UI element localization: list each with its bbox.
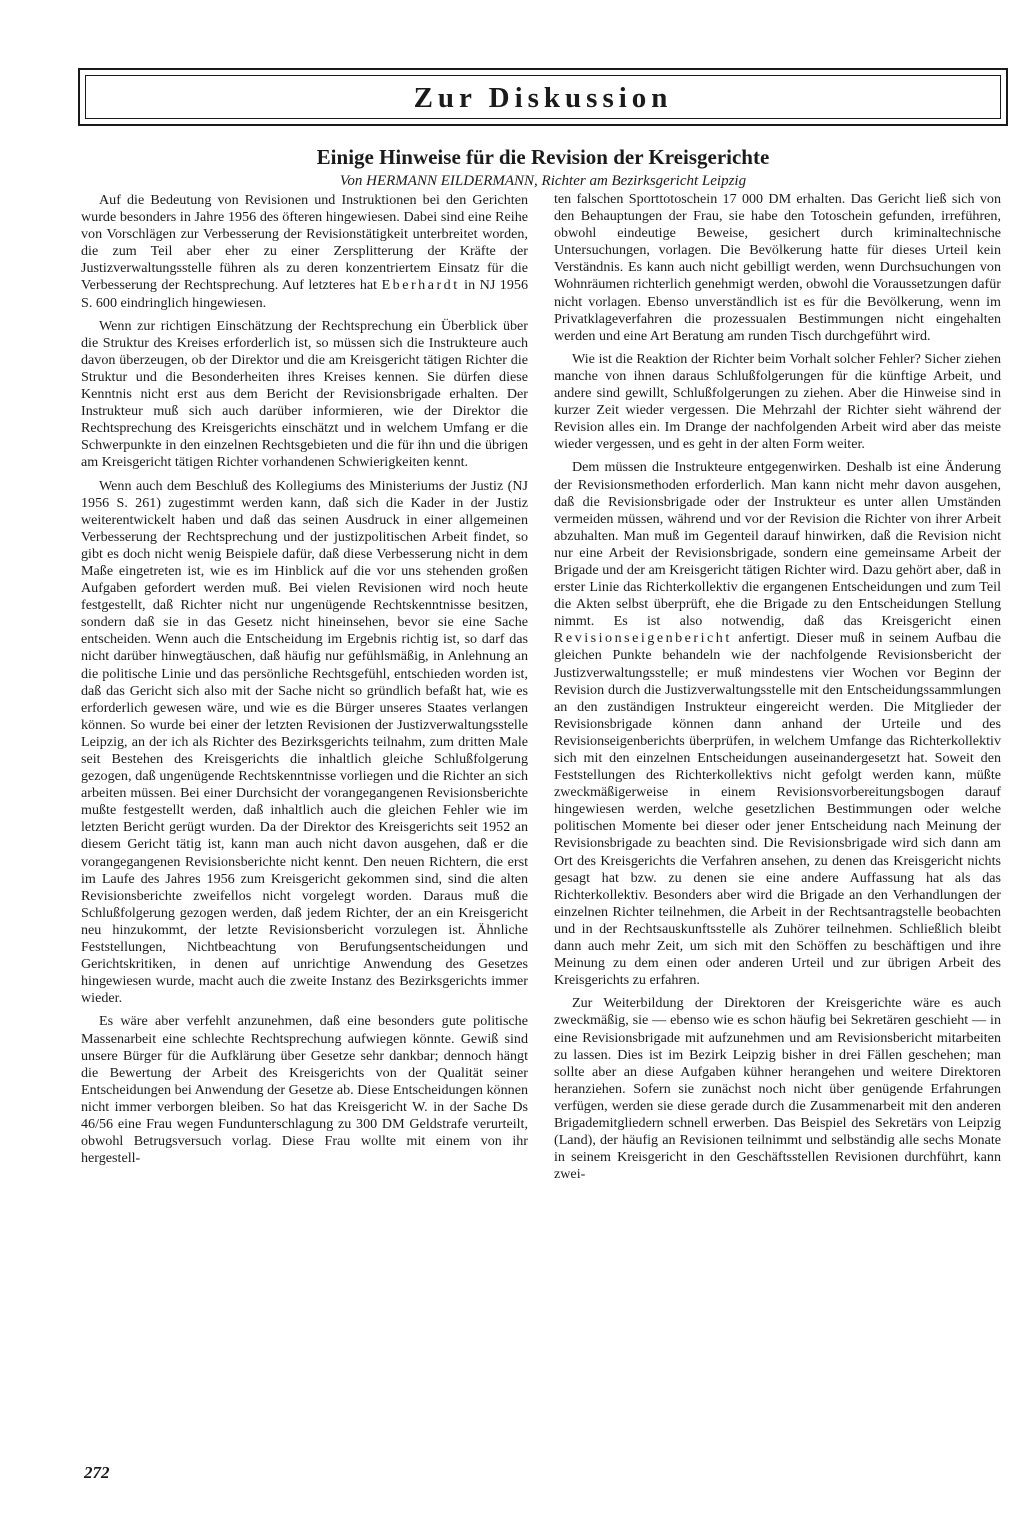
page-number: 272 [84,1463,110,1482]
section-title: Zur Diskussion [413,81,673,114]
section-header-inner [85,75,1001,119]
article-header [78,144,1008,190]
right-column [554,191,1001,1189]
paragraph-continued: ten falschen Sporttotoschein 17 000 DM erhalten. Das Gericht ließ sich von den Behauptungen der Frau, sie habe den Totoschein gefunden, irreführen, obwohl eindeutige Beweise, gesichert durch kriminaltechnische Untersuchungen, vorlagen. Die Bevölkerung hatte für dieses Urteil kein Verständnis. Es kann auch nicht gebilligt werden, wenn Durchsuchungen von Wohnräumen richterlich genehmigt werden, obwohl die Voraussetzungen dafür nicht vorlagen. Ebenso unverständlich ist es für die Bevölkerung, wenn im Privatklageverfahren die prozessualen Bestimmungen nicht eingehalten werden und eine Art Beratung am runden Tisch durchgeführt wird. [554,191,1001,344]
paragraph-text: in NJ 1956 S. 600 eindringlich hingewiesen. [81,277,528,311]
paragraph: Zur Weiterbildung der Direktoren der Kreisgerichte wäre es auch zweckmäßig, sie — ebenso wie es schon häufig bei Sekretären geschieht — in eine Revisionsbrigade mit aufzunehmen und am Revisionsbericht mitarbeiten zu lassen. Dies ist im Bezirk Leipzig bisher in drei Fällen geschehen; man sollte aber an diese Aufgaben kühner herangehen und weitere Direktoren heranziehen. Sofern sie zunächst noch nicht über genügende Erfahrungen verfügen, werden sie diese gerade durch die Zusammenarbeit mit den anderen Brigademitgliedern schnell erwerben. Das Beispiel des Sekretärs von Leipzig (Land), der häufig an Revisionen teilnimmt und selbständig alle sechs Monate in seinem Kreisgericht in den Geschäftsstellen Revisionen durchführt, kann zwei- [554,995,1001,1183]
term-spaced: Revisionseigenbericht [554,630,732,647]
paragraph [554,459,1001,989]
article-byline: Von HERMANN EILDERMANN, Richter am Bezirksgericht Leipzig [339,173,747,189]
paragraph: Wenn auch dem Beschluß des Kollegiums des Ministeriums der Justiz (NJ 1956 S. 261) zugestimmt werden kann, daß sich die Kader in der Justiz weiterentwickelt haben und daß das seinen Ausdruck in einer allgemeinen Verbesserung der Rechtsprechung und der justizpolitischen Arbeit findet, so gibt es doch nicht wenig Beispiele dafür, daß diese Verbesserung nicht in dem Maße eingetreten ist, wie es im Hinblick auf die vor uns stehenden großen Aufgaben gefordert werden muß. Bei vielen Revisionen wird noch heute festgestellt, daß Richter nicht nur ungenügende Rechtskenntnisse besitzen, sondern daß sie in das Gesetz nicht hineinsehen, bevor sie eine Sache entscheiden. Wenn auch die Entscheidung im Ergebnis richtig ist, so darf das nicht darüber hinwegtäuschen, daß häufig nur gefühlsmäßig, in Anlehnung an die politische Linie und das persönliche Rechtsgefühl, entschieden worden ist, daß das Gericht sich also mit der Sache nicht so gründlich befaßt hat, wie es erforderlich gewesen wäre, und wie es die Bürger unseres Staates verlangen können. So wurde bei einer der letzten Revisionen der Justizverwaltungsstelle Leipzig, an der ich als Richter des Bezirksgerichts teilnahm, zum dritten Male seit Bestehen des Kreisgerichts die inhaltlich gleiche Schlußfolgerung gezogen, daß ungenügende Rechtskenntnisse vorliegen und die Richter an sich arbeiten müssen. Bei einer Durchsicht der vorangegangenen Revisionsberichte mußte festgestellt werden, daß inhaltlich auch die gleichen Fehler wie im letzten Bericht gerügt wurden. Da der Direktor des Kreisgerichts seit 1952 an diesem Gericht tätig ist, kann man auch nicht davon ausgehen, daß er die vorangegangenen Revisionsberichte nicht kennt. Den neuen Richtern, die erst im Laufe des Jahres 1956 zum Kreisgericht gekommen sind, sind die alten Revisionsberichte zweifellos nicht vorgelegt worden. Daraus muß die Schlußfolgerung gezogen werden, daß jedem Richter, der an ein Kreisgericht neu hinzukommt, der letzte Revisionsbericht vorzulegen ist. Ähnliche Feststellungen, Nichtbeachtung von Berufungsentscheidungen und Gerichtskritiken, in denen auf unrichtige Anwendung des Gesetzes hingewiesen wurde, macht auch die zweite Instanz des Bezirksgerichts immer wieder. [81,477,528,1007]
paragraph: Es wäre aber verfehlt anzunehmen, daß eine besonders gute politische Massenarbeit eine schlechte Rechtsprechung aufwiegen könnte. Gewiß sind unsere Bürger für die Aufklärung über Gesetze sehr dankbar; dennoch hängt die Bewertung der Arbeit des Kreisgerichts von der Qualität seiner Entscheidungen bei Anwendung der Gesetze ab. Diese Entscheidungen können nicht immer verborgen bleiben. So hat das Kreisgericht W. in der Sache Ds 46/56 eine Frau wegen Fundunterschlagung zu 300 DM Geldstrafe verurteilt, obwohl Betrugsversuch vorlag. Diese Frau wollte mit einem von ihr hergestell- [81,1013,528,1167]
paragraph [81,192,528,312]
section-header-box [78,68,1008,126]
article-title: Einige Hinweise für die Revision der Kreisgerichte [316,145,770,169]
paragraph: Wenn zur richtigen Einschätzung der Rechtsprechung ein Überblick über die Struktur des Kreises erforderlich ist, so müssen sich die Instrukteure auch davon überzeugen, ob der Direktor und die am Kreisgericht tätigen Richter die Struktur und die Besonderheiten ihres Kreises kennen. Sie dürfen diese Kenntnis nicht erst aus dem Bericht der Revisionsbrigade erhalten. Der Instrukteur muß sich auch darüber informieren, wie der Direktor die Rechtsprechung des Kreisgerichts einschätzt und in welchem Umfang er die Schwerpunkte in den einzelnen Rechtsgebieten und die für ihn und die übrigen am Kreisgericht tätigen Richter vorhandenen Schwierigkeiten kennt. [81,317,528,471]
author-name-spaced: Eberhardt [381,277,460,294]
paragraph-text: Auf die Bedeutung von Revisionen und Instruktionen bei den Gerichten wurde besonders in Jahre 1956 des öfteren hingewiesen. Dabei sind eine Reihe von Vorschlägen zur Verbesserung der Revisionstätigkeit unterbreitet worden, die zum Teil aber eher zu einer Zersplitterung der Kräfte der Justizverwaltungsstelle führen als zu deren konzentriertem Einsatz für die Verbesserung der Rechtsprechung. Auf letzteres hat [81,192,528,294]
paragraph-text: Dem müssen die Instrukteure entgegenwirken. Deshalb ist eine Änderung der Revisionsmethoden erforderlich. Man kann nicht mehr davon ausgehen, daß die Revisionsbrigade oder der Instrukteur es unter allen Umständen vermeiden müssen, während und vor der Revision die Richter von ihrer Arbeit abzuhalten. Man muß im Gegenteil darauf hinwirken, daß die Revision nicht nur eine Arbeit der Revisionsbrigade, sondern eine gemeinsame Arbeit der Brigade und der am Kreisgericht tätigen Richter wird. Dazu gehört aber, daß in erster Linie das Richterkollektiv die ergangenen Entscheidungen und zum Teil die Akten selbst überprüft, ehe die Brigade zu den Entscheidungen Stellung nimmt. Es ist also notwendig, daß das Kreisgericht einen [554,459,1001,630]
left-column [81,192,528,1173]
paragraph: Wie ist die Reaktion der Richter beim Vorhalt solcher Fehler? Sicher ziehen manche von ihnen daraus Schlußfolgerungen für die künftige Arbeit, und andere sind gewillt, Schlußfolgerungen zu ziehen. Aber die Hinweise sind in kurzer Zeit wieder vergessen. Die Mehrzahl der Richter sieht während der Revision alles ein. Im Drange der nachfolgenden Arbeit wird aber das meiste wieder vergessen, und es geht in der alten Form weiter. [554,350,1001,453]
paragraph-text: anfertigt. Dieser muß in seinem Aufbau die gleichen Punkte behandeln wie der nachfolgende Revisionsbericht der Justizverwaltungsstelle; er muß mindestens vier Wochen vor Beginn der Revision durch die Justizverwaltungsstelle mit den Entscheidungssammlungen an den zuständigen Instrukteur eingereicht werden. Die Mitglieder der Revisionsbrigade können dann anhand der Urteile und des Revisionseigenberichts überprüfen, in welchem Umfange das Richterkollektiv sich mit den einzelnen Entscheidungen auseinandergesetzt hat. Soweit den Feststellungen des Richterkollektivs nicht gefolgt werden kann, müßte zweckmäßigerweise in einem Revisionsvorbereitungsbogen darauf hingewiesen werden, welche gesetzlichen Bestimmungen oder welche politischen Momente bei dieser oder jener Entscheidung nach Meinung der Revisionsbrigade zu beachten sind. Die Revisionsbrigade wird sich dann am Ort des Kreisgerichts die Verfahren ansehen, zu denen das Kreisgericht nichts gesagt hat bzw. zu denen sie eine andere Auffassung hat als das Richterkollektiv. Besonders aber wird die Brigade an den Verhandlungen der einzelnen Richter teilnehmen, die Arbeit in der Rechtsantragstelle beobachten und in der Rechtsauskunftsstelle als Zuhörer teilnehmen. Schließlich bleibt dann auch mehr Zeit, um sich mit den Schöffen zu beschäftigen und ihre Meinung zu dem einen oder anderen Urteil und zur übrigen Arbeit des Kreisgerichts zu erfahren. [554,630,1001,989]
